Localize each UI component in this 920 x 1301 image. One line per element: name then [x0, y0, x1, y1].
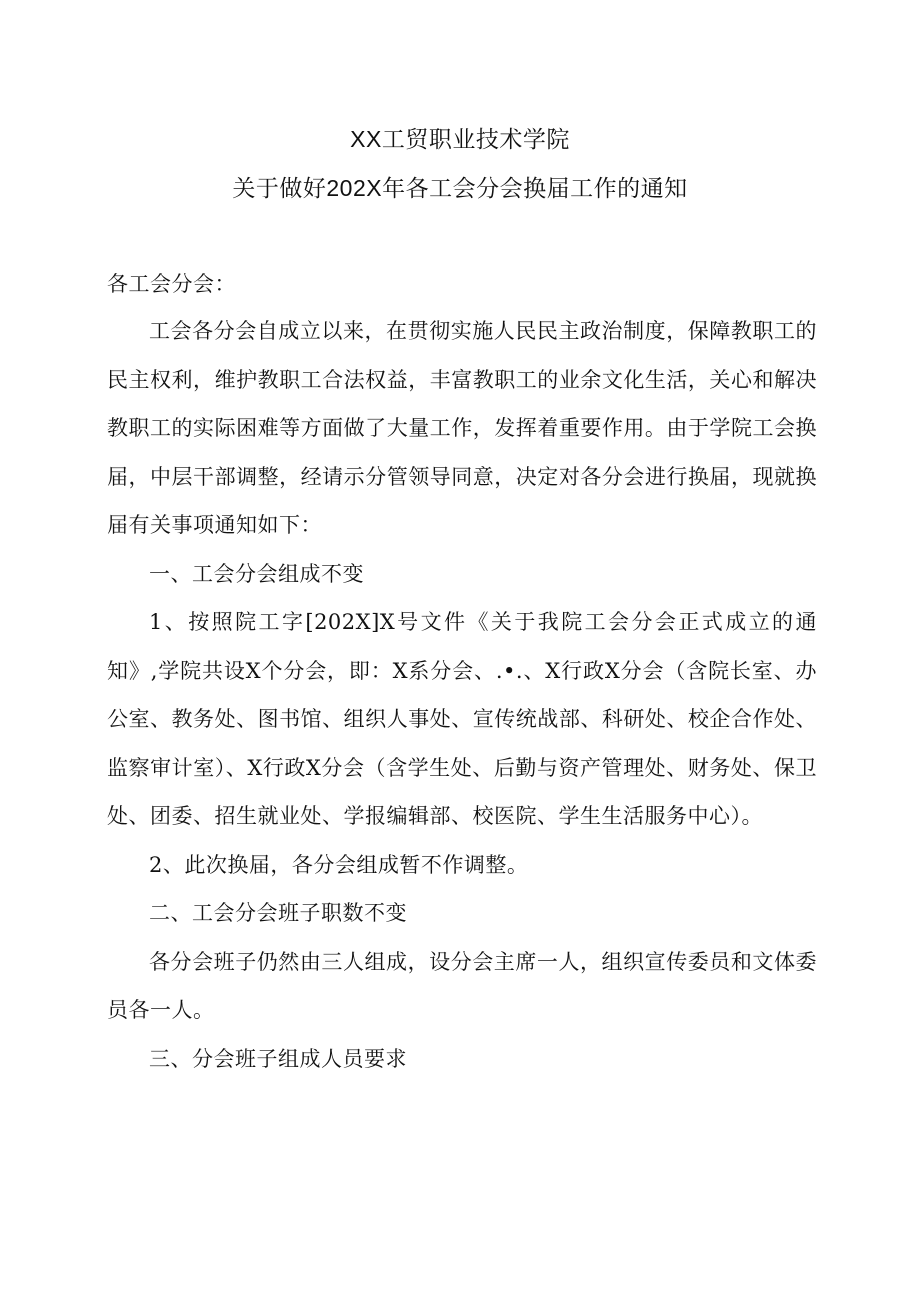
- paragraph-intro: 工会各分会自成立以来，在贯彻实施人民民主政治制度，保障教职工的民主权利，维护教职工合法权益，丰富教职工的业余文化生活，关心和解决教职工的实际困难等方面做了大量工作，发挥着重要作用。由于学院工会换届，中层干部调整，经请示分管领导同意，决定对各分会进行换届，现就换届有关事项通知如下：: [107, 319, 817, 537]
- paragraph-item-1: 1、按照院工字[202X]X号文件《关于我院工会分会正式成立的通知》,学院共设X个分会，即：X系分会、.•.、X行政X分会（含院长室、办公室、教务处、图书馆、组织人事处、宣传统战部、科研处、校企合作处、监察审计室）、X行政X分会（含学生处、后勤与资产管理处、财务处、保卫处、团委、招生就业处、学报编辑部、校医院、学生生活服务中心）。: [107, 610, 817, 828]
- document-body: [107, 307, 817, 1083]
- paragraph-item-2: 2、此次换届，各分会组成暂不作调整。: [149, 852, 529, 877]
- document-title-notice: 关于做好202X年各工会分会换届工作的通知: [232, 175, 688, 201]
- section-heading-1: 一、工会分会组成不变: [149, 561, 364, 586]
- salutation: 各工会分会：: [107, 272, 236, 296]
- document-title-school: XX工贸职业技术学院: [350, 126, 570, 152]
- paragraph-committee: 各分会班子仍然由三人组成，设分会主席一人，组织宣传委员和文体委员各一人。: [107, 949, 817, 1022]
- section-heading-2: 二、工会分会班子职数不变: [149, 901, 407, 925]
- section-heading-3: 三、分会班子组成人员要求: [149, 1046, 407, 1071]
